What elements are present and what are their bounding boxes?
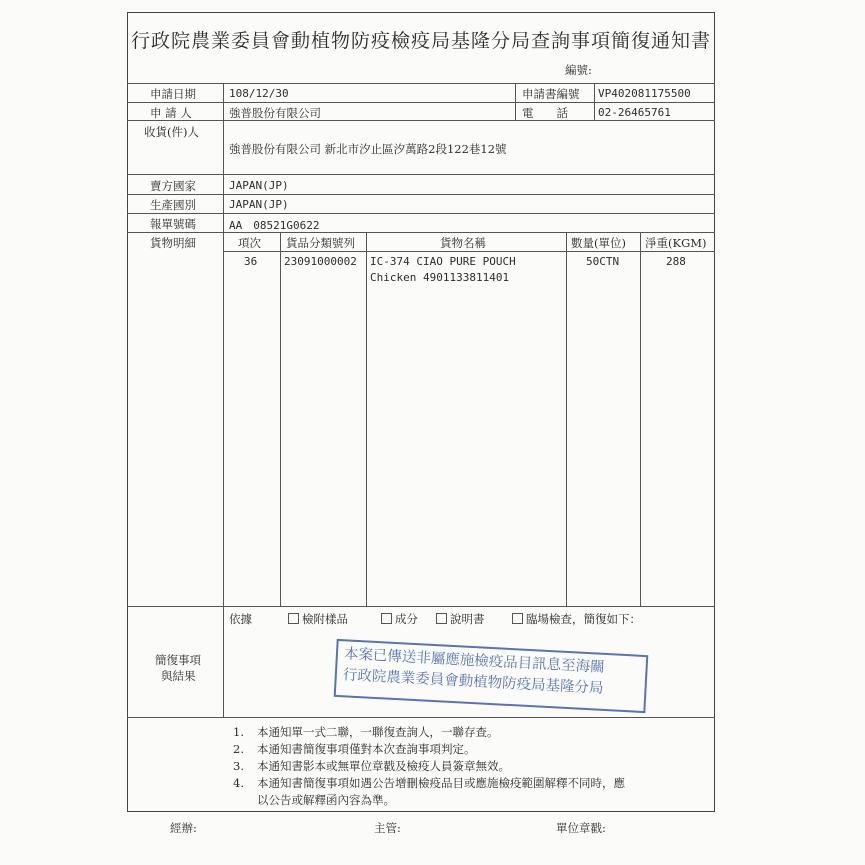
vline-label-col [223,83,224,717]
vline-col-code [366,232,367,606]
seller-country-value: JAPAN(JP) [229,179,289,192]
note-4: 4. 本通知書簡復事項如遇公告增刪檢疫品目或應施檢疫範圍解釋不同時，應 [233,776,625,790]
form-title: 行政院農業委員會動植物防疫檢疫局基隆分局查詢事項簡復通知書 [130,30,711,52]
line-row4 [127,194,715,195]
line-reply-bottom [127,717,715,718]
vline-col-item [280,232,281,606]
consignee-value: 強普股份有限公司 新北市汐止區汐萬路2段122巷12號 [229,142,507,156]
note-4-cont: 以公告或解釋函內容為準。 [257,793,395,807]
reply-label-line1: 簡復事項 [155,653,201,667]
option-inspection-label: 臨場檢查 [526,612,572,626]
note-2: 2. 本通知書簡復事項僅對本次查詢事項判定。 [233,742,476,756]
header-item: 項次 [238,236,261,250]
vline-app-no-label [515,83,516,120]
stamp-line1: 本案已傳送非屬應施檢疫品目訊息至海關 [343,646,605,676]
line-row2 [127,120,715,121]
option-ingredients-label: 成分 [395,612,418,626]
stamp-line2: 行政院農業委員會動植物防疫局基隆分局 [342,667,604,697]
line-row1 [127,102,715,103]
header-name: 貨物名稱 [440,236,486,250]
option-sample[interactable] [288,611,348,627]
declaration-value: AA 08521G0622 [229,219,320,232]
line-table-bottom [127,606,715,607]
line-row5 [127,213,715,214]
checkbox-manual[interactable] [436,613,447,624]
row-weight: 288 [666,255,686,268]
option-manual-label: 說明書 [450,612,485,626]
row-item: 36 [244,255,258,268]
vline-col-name [566,232,567,606]
row-code: 23091000002 [284,255,357,268]
vline-col-qty [640,232,641,606]
header-code: 貨品分類號列 [286,236,355,250]
origin-value: JAPAN(JP) [229,198,289,211]
header-qty: 數量(單位) [571,236,626,250]
declaration-label: 報單號碼 [150,217,196,231]
applicant-value: 強普股份有限公司 [229,106,321,120]
basis-label: 依據 [229,612,252,626]
reply-label-line2: 與結果 [161,669,196,683]
serial-label: 編號: [565,63,592,77]
note-1: 1. 本通知單一式二聯，一聯復查詢人，一聯存查。 [233,725,499,739]
app-no-value: VP402081175500 [598,87,691,100]
option-sample-label: 檢附樣品 [302,612,348,626]
checkbox-ingredients[interactable] [381,613,392,624]
goods-label: 貨物明細 [150,236,196,250]
option-manual[interactable] [436,611,485,627]
app-date-label: 申請日期 [150,87,196,101]
note-3: 3. 本通知書影本或無單位章戳及檢疫人員簽章無效。 [233,759,510,773]
checkbox-sample[interactable] [288,613,299,624]
option-ingredients[interactable] [381,611,418,627]
vline-app-no-value [594,83,595,120]
signature-handler: 經辦: [170,821,197,835]
header-weight: 淨重(KGM) [645,236,707,250]
checkbox-inspection[interactable] [512,613,523,624]
applicant-label: 申 請 人 [150,106,192,120]
line-row6 [127,232,715,233]
line-table-header [223,251,715,252]
origin-label: 生產國別 [150,198,196,212]
row-name-line2: Chicken 4901133811401 [370,271,510,284]
seller-country-label: 賣方國家 [150,179,196,193]
row-qty: 50CTN [586,255,620,268]
line-row3 [127,174,715,175]
app-date-value: 108/12/30 [229,87,289,100]
row-name-line1: IC-374 CIAO PURE POUCH [370,255,516,268]
app-no-label: 申請書編號 [522,87,580,101]
consignee-label: 收貨(件)人 [144,125,199,139]
signature-supervisor: 主管: [374,821,401,835]
signature-unit-seal: 單位章戳: [556,821,606,835]
option-inspection[interactable] [512,611,641,627]
phone-value: 02-26465761 [598,106,671,119]
phone-label: 電 話 [522,106,568,120]
line-top [127,83,715,84]
option-trailing-text: ，簡復如下： [572,612,641,626]
